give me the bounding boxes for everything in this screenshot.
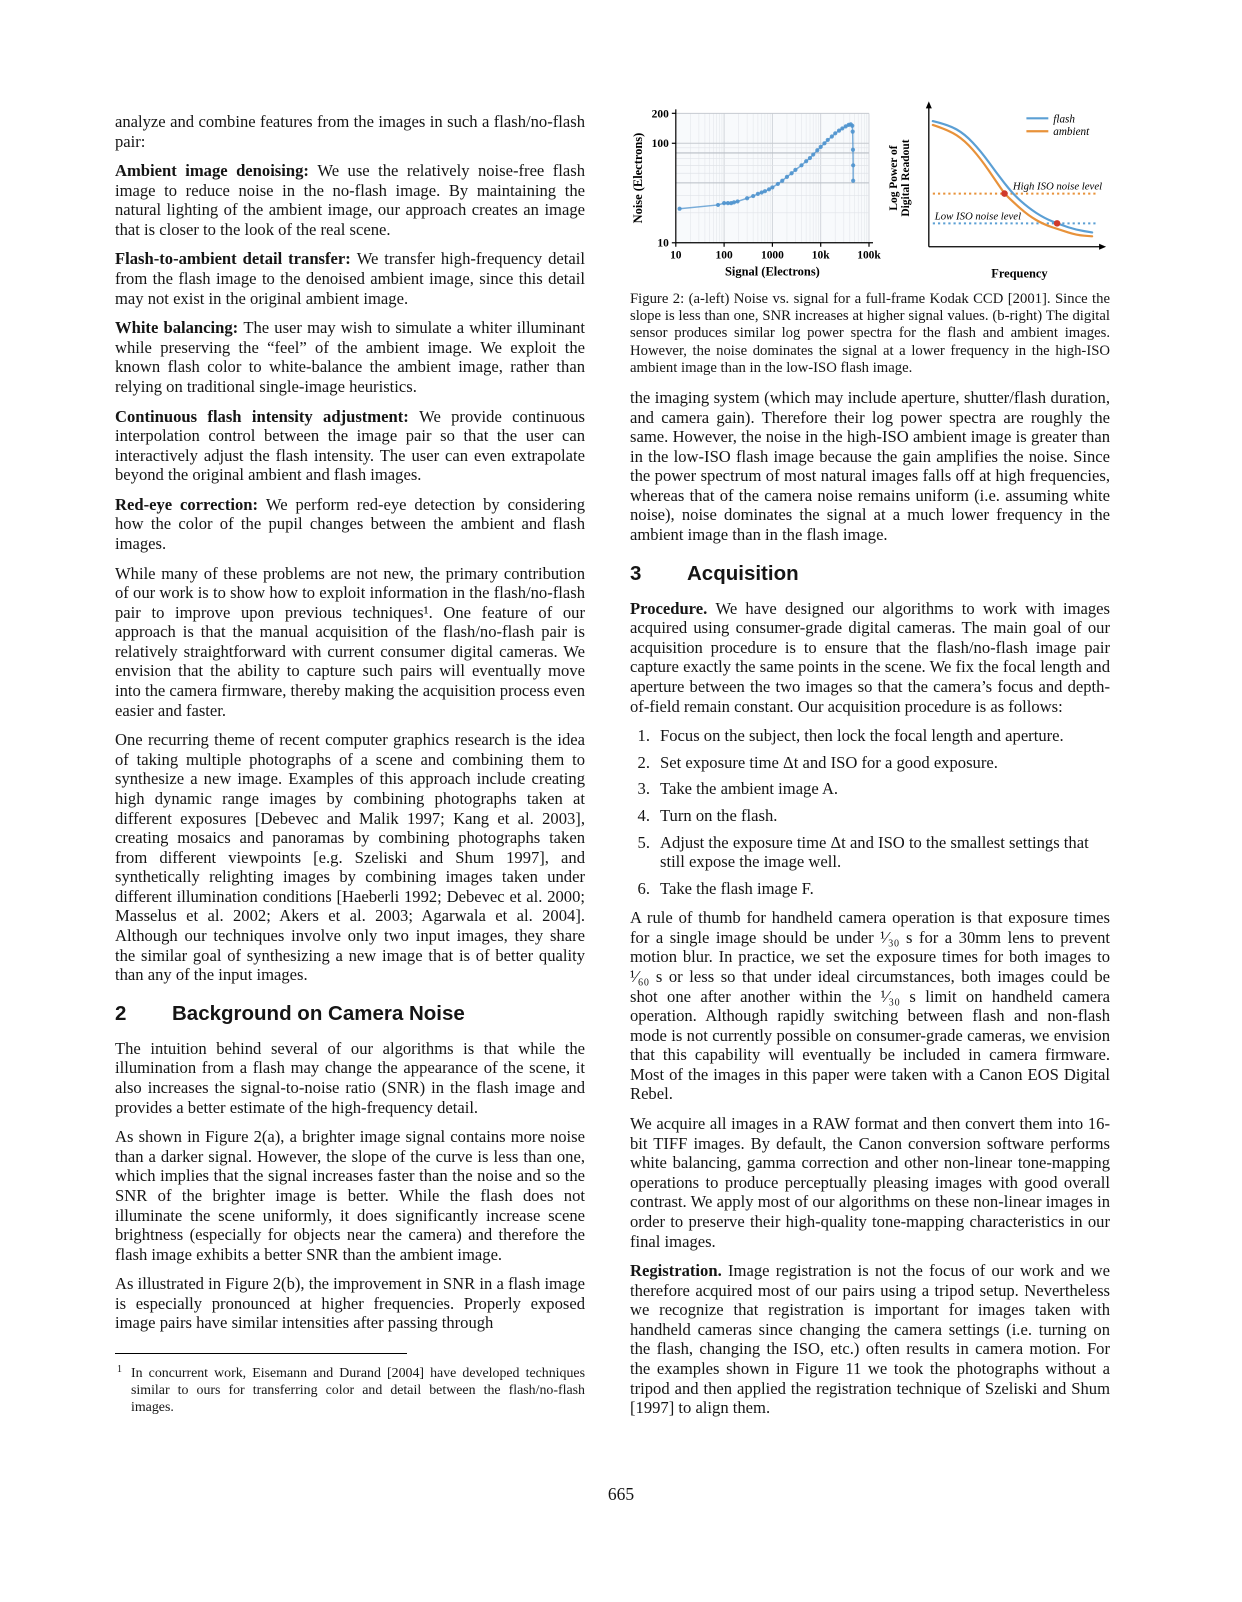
paragraph-lead: Continuous flash intensity adjustment:: [115, 406, 420, 426]
svg-text:ambient: ambient: [1053, 126, 1090, 139]
paragraph-text: the imaging system (which may include aperture, shutter/flash duration, and camera gain). Therefore their log power spectra are roughly the same. However, the noise in the high-ISO ambient image is greater than in the low-ISO flash image because the gain amplifies the noise. Since the power spectrum of most natural images falls off at high frequencies, whereas that of the camera noise remains uniform (i.e. assuming white noise), noise dominates the signal at a much lower frequency in the ambient image than in the flash image.: [630, 387, 1110, 544]
list-item-text: Adjust the exposure time Δt and ISO to the smallest settings that still expose the image well.: [660, 832, 1089, 872]
svg-text:100k: 100k: [857, 249, 881, 262]
svg-text:High ISO noise level: High ISO noise level: [1012, 180, 1103, 193]
body-paragraph: [115, 249, 585, 308]
paragraph-text: We perform red-eye detection by considering how the color of the pupil changes between the ambient and flash images.: [115, 494, 585, 553]
list-item: [630, 879, 1110, 899]
list-item-text: Take the flash image F.: [660, 878, 814, 898]
svg-text:flash: flash: [1053, 113, 1075, 126]
svg-text:Frequency: Frequency: [991, 266, 1048, 281]
svg-text:10: 10: [657, 237, 669, 250]
svg-text:Log Power ofDigital Readout: Log Power ofDigital Readout: [887, 139, 912, 217]
log-power-spectra-chart: [885, 95, 1110, 283]
paragraph-lead: Red-eye correction:: [115, 494, 266, 514]
paragraph-text: We acquire all images in a RAW format and then convert them into 16-bit TIFF images. By default, the Canon conversion software performs white balancing, gamma correction and other non-linear tone-mapping operations to produce perceptually pleasing images with good overall contrast. We apply most of our algorithms on these non-linear images in order to preserve their high-quality tone-mapping characteristics in our final images.: [630, 1114, 1110, 1251]
body-paragraph: [630, 1261, 1110, 1418]
left-column: [115, 112, 585, 1417]
paragraph-text: We transfer high-frequency detail from the flash image to the denoised ambient image, since this detail may not exist in the original ambient image.: [115, 249, 585, 308]
section-heading-background-on-camera-noise: [115, 1002, 585, 1026]
noise-vs-signal-chart: [630, 95, 885, 283]
section-heading-acquisition: [630, 562, 1110, 586]
paragraph-text: As illustrated in Figure 2(b), the improvement in SNR in a flash image is especially pronounced at higher frequencies. Properly exposed image pairs have similar intensities after passing through: [115, 1274, 585, 1333]
paragraph-text: A rule of thumb for handheld camera operation is that exposure times for a single image should be under ¹⁄₃₀ s for a 30mm lens to prevent motion blur. In practice, we set the exposure times for both images to ¹⁄₆₀ s or less so that under ideal circumstances, both images could be shot one after another within the ¹⁄₃₀ s limit on handheld camera operation. Although rapidly switching between flash and non-flash mode is not currently possible on consumer-grade cameras, we envision that this capability will eventually be included in camera firmware. Most of the images in this paper were taken with a Canon EOS Digital Rebel.: [630, 908, 1110, 1104]
footnote-separator: [115, 1353, 407, 1354]
svg-text:1000: 1000: [760, 249, 784, 262]
list-item: [630, 779, 1110, 799]
list-item-number: 4.: [637, 805, 650, 825]
section-number: 3: [630, 561, 642, 585]
body-paragraph: [115, 564, 585, 721]
list-item-text: Focus on the subject, then lock the focal length and aperture.: [660, 726, 1064, 746]
section-title: Acquisition: [687, 561, 799, 585]
svg-text:Low ISO noise level: Low ISO noise level: [934, 210, 1022, 223]
paragraph-text: The user may wish to simulate a whiter illuminant while preserving the “feel” of the ambient image. We exploit the known flash color to white-balance the ambient image, rather than relying on traditional single-image heuristics.: [115, 318, 586, 396]
paragraph-lead: White balancing:: [115, 318, 244, 338]
body-paragraph: [115, 318, 585, 396]
svg-text:10: 10: [670, 249, 682, 262]
right-column: [630, 95, 1110, 1428]
svg-text:Signal (Electrons): Signal (Electrons): [725, 264, 820, 279]
paragraph-text: We use the relatively noise-free flash image to reduce noise in the no-flash image. By maintaining the natural lighting of the ambient image, our approach creates an image that is closer to the look of the real scene.: [115, 161, 586, 239]
svg-text:100: 100: [651, 138, 669, 151]
body-paragraph: [630, 388, 1110, 545]
figure2-caption: Figure 2: (a-left) Noise vs. signal for a full-frame Kodak CCD [2001]. Since the slope is less than one, SNR increases at higher signal values. (b-right) The digital sensor produces similar log power spectra for the flash and ambient images. However, the noise dominates the signal at a lower frequency in the high-ISO ambient image than in the low-ISO flash image.: [630, 291, 1110, 376]
footnote: [115, 1363, 585, 1417]
section-title: Background on Camera Noise: [172, 1001, 465, 1025]
page-number: 665: [607, 1484, 635, 1504]
body-paragraph: [115, 112, 585, 151]
body-paragraph: [115, 730, 585, 985]
paragraph-lead: Registration.: [630, 1261, 729, 1281]
body-paragraph: [115, 161, 585, 239]
list-item-number: 3.: [637, 779, 650, 799]
figure2: [630, 95, 1110, 283]
paragraph-text: We provide continuous interpolation control between the image pair so that the user can interactively adjust the flash intensity. The user can even extrapolate beyond the original ambient and flash images.: [115, 406, 585, 485]
body-paragraph: [630, 1114, 1110, 1251]
list-item: [630, 753, 1110, 773]
list-item-number: 5.: [637, 832, 650, 852]
paragraph-text: Image registration is not the focus of our work and we therefore acquired most of our pairs using a tripod setup. Nevertheless we recognize that registration is important for images taken with handheld cameras since changing the camera settings (i.e. turning on the flash, changing the ISO, etc.) often results in camera motion. For the examples shown in Figure 11 we took the photographs without a tripod and then applied the registration technique of Szeliski and Shum [1997] to align them.: [630, 1261, 1110, 1418]
svg-text:Noise (Electrons): Noise (Electrons): [630, 132, 645, 224]
list-item-number: 6.: [637, 878, 650, 898]
body-paragraph: [630, 908, 1110, 1104]
paragraph-text: As shown in Figure 2(a), a brighter image signal contains more noise than a darker signal. However, the slope of the curve is less than one, which implies that the signal increases faster than the noise and so the SNR of the brighter image is better. While the flash does not illuminate the scene uniformly, it does significantly increase scene brightness (especially for objects near the camera) and therefore the flash image exhibits a better SNR than the ambient image.: [115, 1127, 585, 1264]
paragraph-lead: Flash-to-ambient detail transfer:: [115, 249, 357, 269]
svg-text:10k: 10k: [811, 249, 830, 262]
paragraph-text: analyze and combine features from the images in such a flash/no-flash pair:: [115, 112, 585, 151]
body-paragraph: [115, 1274, 585, 1333]
list-item-number: 1.: [637, 726, 650, 746]
section-number: 2: [115, 1001, 127, 1025]
paragraph-text: While many of these problems are not new, the primary contribution of our work is to show how to exploit information in the flash/no-flash pair to improve upon previous techniques¹. One feature of our approach is that the manual acquisition of the flash/no-flash pair is relatively straightforward with current consumer digital cameras. We envision that the ability to capture such pairs will eventually move into the camera firmware, thereby making the acquisition process even easier and faster.: [115, 563, 585, 720]
body-paragraph: [115, 495, 585, 554]
body-paragraph: [115, 1039, 585, 1117]
svg-text:100: 100: [715, 249, 733, 262]
list-item: [630, 806, 1110, 826]
paragraph-text: The intuition behind several of our algorithms is that while the illumination from a flash may change the appearance of the scene, it also increases the signal-to-noise ratio (SNR) in the flash image and provides a better estimate of the high-frequency detail.: [115, 1038, 585, 1117]
paragraph-text: We have designed our algorithms to work with images acquired using consumer-grade digital cameras. The main goal of our acquisition procedure is to ensure that the flash/no-flash image pair capture exactly the same points in the scene. We fix the focal length and aperture between the two images so that the camera’s focus and depth-of-field remain constant. Our acquisition procedure is as follows:: [630, 598, 1110, 716]
paragraph-lead: Procedure.: [630, 598, 716, 618]
list-item-text: Turn on the flash.: [660, 805, 778, 825]
svg-text:200: 200: [651, 108, 669, 121]
footnote-marker: 1: [117, 1363, 122, 1375]
list-item: [630, 726, 1110, 746]
list-item: [630, 833, 1110, 872]
body-paragraph: [115, 1127, 585, 1264]
list-item-text: Set exposure time Δt and ISO for a good exposure.: [660, 752, 998, 772]
acquisition-steps-list: [630, 726, 1110, 898]
paragraph-text: One recurring theme of recent computer graphics research is the idea of taking multiple photographs of a scene and combining them to synthesize a new image. Examples of this approach include creating high dynamic range images by combining photographs taken at different exposures [Debevec and Malik 1997; Kang et al. 2003], creating mosaics and panoramas by combining photographs taken from different viewpoints [e.g. Szeliski and Shum 1997], and synthetically relighting images by combining images taken under different illumination conditions [Haeberli 1992; Debevec et al. 2000; Masselus et al. 2002; Akers et al. 2003; Agarwala et al. 2004]. Although our techniques involve only two input images, they share the similar goal of synthesizing a new image that is of better quality than any of the input images.: [115, 730, 585, 985]
paragraph-lead: Ambient image denoising:: [115, 161, 318, 181]
list-item-text: Take the ambient image A.: [660, 779, 839, 799]
body-paragraph: [115, 407, 585, 485]
body-paragraph: [630, 599, 1110, 716]
list-item-number: 2.: [637, 752, 650, 772]
footnote-text: In concurrent work, Eisemann and Durand [2004] have developed techniques similar to ours for transferring color and detail between the flash/no-flash images.: [131, 1365, 585, 1415]
